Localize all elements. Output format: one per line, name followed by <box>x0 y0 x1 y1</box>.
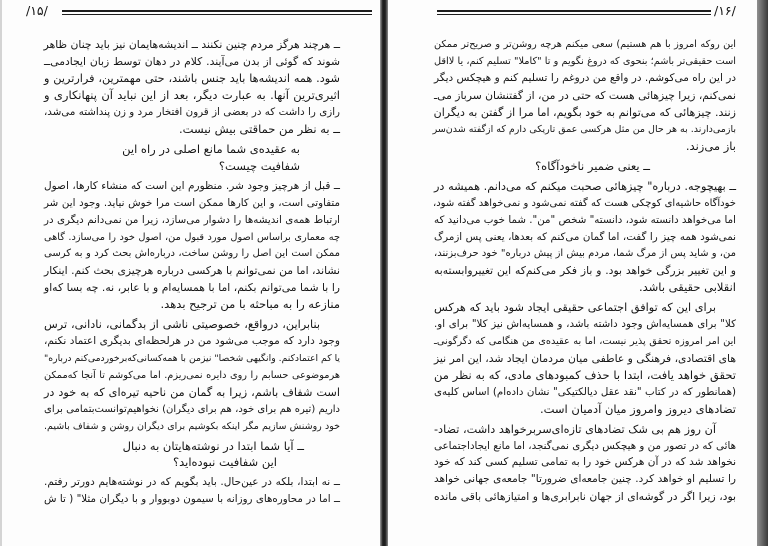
text-line: ــ بهیچوجه. درباره" چیزهائی صحبت میکنم که می‌دانم. همیشه در <box>434 180 736 193</box>
text-line: (همانطور که در کتاب "نقد عقل دیالکتیکی" نشان داده‌ام) اساس کلیه‌ی <box>434 386 736 398</box>
text-line: این روکه امروز با هم هستیم) سعی میکنم هرچه روشن‌تر و صریح‌تر ممکن <box>434 39 736 50</box>
text-line: نخواهد شد که در آن هرکس خود را به تمامی تسلیم کسی کند که خود <box>434 456 736 468</box>
text-line: را با شما می‌توانم بکنم، اما با همسایه‌ام و با عابر، نه. چه بسا که‌او <box>44 281 340 294</box>
text-line: است حقیقی‌تر باشم؛ بنحوی که دروغ نگویم و تا "کاملا" تسلیم کنم، یا لااقل <box>434 56 736 67</box>
right-page-number: /۱۶/ <box>714 3 736 18</box>
page-edge <box>757 0 768 546</box>
text-line: اما می‌خواهد دانسته شود، دانسته" شخص "من". شما خوب می‌دانید که <box>434 214 736 226</box>
text-line: انقلابی حقیقی باشد. <box>638 280 736 294</box>
question-line: ــ آیا شما ابتدا در نوشته‌هایتان به دنبال <box>122 439 304 453</box>
question-line: شفافیت چیست؟ <box>218 159 300 173</box>
text-line: هرموضوعی حسابم را روی دایره نمی‌ریزم. اما می‌کوشم تا آنجا که‌ممکن <box>44 370 340 381</box>
right-page <box>388 0 757 546</box>
text-line: بازمی‌دارند. به هر حال من مثل هرکسی عمق تاریکی دارم که ازگفته شدن‌سر <box>432 124 736 135</box>
text-line: را تسلیم او خواهد کرد. چنین جامعه‌ای ضرورتا" جامعه‌ی جهانی خواهد <box>434 473 736 485</box>
text-line: چه معماری براساس اصول مورد قبول من، اصول خود را می‌سازد. گاهی <box>44 232 340 243</box>
text-line: اثیری‌ترین آنها. به عبارت دیگر، بعد از این نباید آن پنهانکاری و <box>44 88 340 102</box>
left-page-number: /۱۵/ <box>26 3 48 18</box>
text-line: است شفاف باشم، زیرا به گمان من ناحیه تیره‌ای که به خود در <box>44 386 340 399</box>
page-gutter <box>380 0 388 546</box>
text-line: آن روز هم بی شک تضادهای تازه‌ای‌سربرخواهد داشت، تضاد- <box>434 423 716 436</box>
text-line: تضادهای دیروز وامروز میان آدمیان است. <box>539 402 736 416</box>
text-line: کلا" برای همسایه‌اش وجود داشته باشد، و همسایه‌اش نیز کلا" برای او. <box>434 318 736 330</box>
text-line: شوند که گوئی از بدن می‌آیند. کلام در دهان توسط زبان ایجادمی‌ــ <box>44 55 340 68</box>
question-line: به عقیده‌ی شما مانع اصلی در راه این <box>122 142 300 156</box>
text-line: ــ اما در محاوره‌های روزانه با سیمون دوبووار و با دیگران مثلا" ( تا ش <box>44 493 340 505</box>
question-line: این شفافیت نبوده‌اید؟ <box>173 455 277 469</box>
text-line: من، و شاید پس از مرگ شما، مردم بیش از پیش درباره" خود حرف‌بزنند، <box>434 248 736 259</box>
text-line: هائی که در تصور من و هیچکس دیگری نمی‌گنجد، اما مانع ایجاداجتماعی <box>434 440 736 452</box>
text-line: ــ قبل از هرچیز وجود شر. منظورم این است که منشاء کارها، اصول <box>44 180 340 192</box>
text-line: داریم (تیره هم برای خود، هم برای دیگران) نخواهیم‌توانست‌بتمامی برای <box>44 404 340 415</box>
question-line: ــ یعنی ضمیر ناخودآگاه؟ <box>535 159 650 173</box>
text-line: برای این که توافق اجتماعی حقیقی ایجاد شود باید که هرکس <box>434 301 716 314</box>
text-line: نشاند، اما من نمی‌توانم با هرکسی درباره هرچیزی بحث کنم. اینکار <box>44 264 340 277</box>
text-line: نمی‌کنم، زیرا چیزهائی هست که حتی در من، از گفتنشان سرباز می‌ـ <box>434 89 736 102</box>
text-line: زنند. چیزهائی که می‌توانم به خود بگویم، اما مرا از گفتن به دیگران <box>433 106 736 119</box>
text-line: ــ نه ابتدا، بلکه در عین‌حال. باید بگویم که در نوشته‌هایم دورتر رفتم. <box>44 476 340 488</box>
text-line: یا کم اعتمادکنم. وانگیهی شخصا" نیزمن با همه‌کسانی‌که‌برخوردمی‌کنم درباره" <box>44 353 340 364</box>
text-line: ارتباط همه‌ی اندیشه‌ها را دشوار می‌سازد، زیرا من نمی‌دانم دیگری در <box>44 214 340 226</box>
text-line: باز می‌زند. <box>685 139 736 153</box>
text-line: تحقق خواهد یافت، ابتدا با حذف کمبودهای مادی، که به نظر من <box>434 368 736 382</box>
text-line: در این راه می‌کوشم. در واقع من دروغم را تسلیم کنم و هیچکس دیگر <box>434 72 736 84</box>
header-rule <box>437 10 711 15</box>
header-rule <box>62 10 372 15</box>
text-line: های اقتصادی، فرهنگی و عاطفی میان مردمان ایجاد شد، این امر نیز <box>434 352 736 365</box>
text-line: ــ هرچند هرگز مردم چنین نکنند ــ اندیشه‌هایمان نیز باید چنان ظاهر <box>43 38 340 51</box>
text-line: بنابراین، درواقع، خصوصیتی ناشی از بدگمانی، نادانی، ترس <box>44 318 320 331</box>
text-line: نمی‌شود همه چیز را گفت، اما گمان می‌کنم که بعدها، یعنی پس ازمرگ <box>434 231 736 243</box>
text-line: رازی را داشت که در بعضی از قرون افتخار مرد و زن پنداشته می‌شد، <box>44 106 340 118</box>
text-line: بود، زیرا اگر در گوشه‌ای از جهان نابرابری‌ها و امتیازهائی باقی مانده <box>434 490 736 503</box>
text-line: ــ به نظر من حماقتی بیش نیست. <box>179 122 340 136</box>
text-line: ممکن است این اصل را روشن ساخت، درباره‌اش بحث کرد و به کرسی <box>44 248 340 259</box>
text-line: شود. همه اندیشه‌ها باید جنس باشند، حتی مهمترین، فرارترین و <box>44 72 340 85</box>
left-page <box>0 0 380 546</box>
text-line: خود روشنش سازیم مگر اینکه بکوشیم برای دیگران روشن و شفاف باشیم. <box>44 421 340 432</box>
text-line: و این تغییر بزرگی خواهد بود. و باز فکر می‌کنم‌که این تغییر‌وابسته‌به <box>434 264 736 277</box>
text-line: این امر امروزه تحقق پذیر نیست، اما به عقیده‌ی من هنگامی که دگرگونی‌ـ <box>434 336 736 347</box>
text-line: وجود دارد که موجب می‌شود من در هرلحظه‌ای بدیگری اعتماد نکنم، <box>44 335 340 347</box>
text-line: منازعه را به مباحثه با من ترجیح بدهد. <box>160 297 340 311</box>
text-line: متفاوتی است، و این کارها ممکن است مرا خوش نیاید. وجود این شر <box>44 197 340 209</box>
page-edge <box>0 0 2 546</box>
text-line: خودآگاه حاشیه‌ای کوچکی هست که گفته نمی‌شود و نمی‌خواهد گفته شود، <box>432 198 736 209</box>
